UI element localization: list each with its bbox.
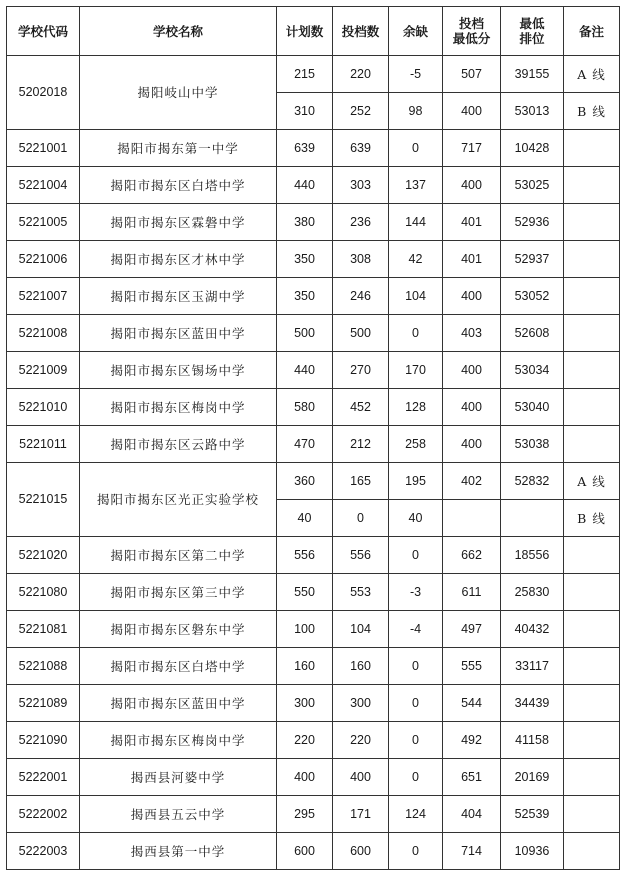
cell-min-rank: 52832	[501, 463, 564, 500]
cell-filed: 400	[333, 759, 389, 796]
cell-filed: 212	[333, 426, 389, 463]
cell-plan: 500	[277, 315, 333, 352]
header-vacancy: 余缺	[389, 7, 443, 56]
cell-plan: 310	[277, 93, 333, 130]
cell-school-name: 揭阳市揭东区光正实验学校	[80, 463, 277, 537]
cell-school-name: 揭阳市揭东第一中学	[80, 130, 277, 167]
cell-school-name: 揭阳市揭东区霖磐中学	[80, 204, 277, 241]
cell-school-code: 5222003	[7, 833, 80, 870]
cell-school-code: 5221004	[7, 167, 80, 204]
cell-min-score	[443, 500, 501, 537]
cell-plan: 40	[277, 500, 333, 537]
cell-school-code: 5221080	[7, 574, 80, 611]
header-min-score-line2: 最低分	[452, 31, 491, 46]
cell-min-score: 400	[443, 278, 501, 315]
table-row	[7, 611, 620, 648]
cell-filed: 639	[333, 130, 389, 167]
cell-min-score: 401	[443, 204, 501, 241]
cell-note	[564, 537, 620, 574]
cell-min-score: 555	[443, 648, 501, 685]
header-code: 学校代码	[7, 7, 80, 56]
header-name: 学校名称	[80, 7, 277, 56]
cell-school-name: 揭阳市揭东区第三中学	[80, 574, 277, 611]
cell-filed: 308	[333, 241, 389, 278]
table-row	[7, 537, 620, 574]
cell-min-rank: 53013	[501, 93, 564, 130]
cell-school-name: 揭阳市揭东区才林中学	[80, 241, 277, 278]
table-row	[7, 648, 620, 685]
cell-plan: 639	[277, 130, 333, 167]
cell-plan: 295	[277, 796, 333, 833]
cell-note	[564, 759, 620, 796]
table-row	[7, 389, 620, 426]
cell-note	[564, 574, 620, 611]
cell-school-name: 揭阳市揭东区第二中学	[80, 537, 277, 574]
cell-school-code: 5221005	[7, 204, 80, 241]
cell-note	[564, 722, 620, 759]
cell-school-code: 5221001	[7, 130, 80, 167]
cell-note	[564, 426, 620, 463]
cell-school-name: 揭西县第一中学	[80, 833, 277, 870]
cell-school-code: 5222001	[7, 759, 80, 796]
cell-vacancy: 144	[389, 204, 443, 241]
cell-plan: 440	[277, 167, 333, 204]
cell-min-score: 400	[443, 389, 501, 426]
table-row	[7, 315, 620, 352]
header-note: 备注	[564, 7, 620, 56]
cell-min-rank: 53038	[501, 426, 564, 463]
cell-min-rank: 40432	[501, 611, 564, 648]
table-row	[7, 722, 620, 759]
cell-school-name: 揭阳市揭东区云路中学	[80, 426, 277, 463]
header-min-score-line1: 投档	[458, 16, 484, 31]
cell-min-rank: 52937	[501, 241, 564, 278]
cell-min-rank: 53052	[501, 278, 564, 315]
table-row	[7, 796, 620, 833]
cell-plan: 400	[277, 759, 333, 796]
cell-school-code: 5221081	[7, 611, 80, 648]
cell-min-rank: 52608	[501, 315, 564, 352]
cell-min-rank: 25830	[501, 574, 564, 611]
cell-min-score: 651	[443, 759, 501, 796]
cell-note	[564, 352, 620, 389]
cell-note	[564, 315, 620, 352]
cell-school-code: 5221011	[7, 426, 80, 463]
cell-filed: 500	[333, 315, 389, 352]
table-row	[7, 352, 620, 389]
cell-filed: 0	[333, 500, 389, 537]
cell-min-rank: 53025	[501, 167, 564, 204]
cell-min-rank: 34439	[501, 685, 564, 722]
cell-min-rank: 33117	[501, 648, 564, 685]
cell-vacancy: -3	[389, 574, 443, 611]
cell-note	[564, 833, 620, 870]
cell-plan: 380	[277, 204, 333, 241]
cell-note	[564, 796, 620, 833]
cell-vacancy: 104	[389, 278, 443, 315]
cell-school-name: 揭阳市揭东区蓝田中学	[80, 685, 277, 722]
cell-plan: 580	[277, 389, 333, 426]
cell-note	[564, 204, 620, 241]
cell-school-code: 5202018	[7, 56, 80, 130]
cell-filed: 300	[333, 685, 389, 722]
cell-note: B 线	[564, 500, 620, 537]
cell-vacancy: 137	[389, 167, 443, 204]
cell-vacancy: 0	[389, 833, 443, 870]
cell-min-rank	[501, 500, 564, 537]
header-filed: 投档数	[333, 7, 389, 56]
cell-school-code: 5221020	[7, 537, 80, 574]
cell-filed: 270	[333, 352, 389, 389]
cell-filed: 452	[333, 389, 389, 426]
cell-plan: 100	[277, 611, 333, 648]
cell-plan: 550	[277, 574, 333, 611]
cell-vacancy: 0	[389, 648, 443, 685]
cell-min-score: 611	[443, 574, 501, 611]
table-row	[7, 574, 620, 611]
header-min-rank-line1: 最低	[519, 16, 545, 31]
cell-vacancy: 170	[389, 352, 443, 389]
cell-filed: 600	[333, 833, 389, 870]
cell-min-score: 507	[443, 56, 501, 93]
cell-min-score: 400	[443, 352, 501, 389]
header-min-score	[443, 7, 501, 56]
cell-school-name: 揭阳市揭东区锡场中学	[80, 352, 277, 389]
cell-plan: 360	[277, 463, 333, 500]
cell-min-score: 400	[443, 167, 501, 204]
cell-filed: 171	[333, 796, 389, 833]
cell-filed: 165	[333, 463, 389, 500]
header-row	[7, 7, 620, 56]
cell-min-score: 400	[443, 426, 501, 463]
cell-school-name: 揭阳岐山中学	[80, 56, 277, 130]
cell-school-name: 揭阳市揭东区白塔中学	[80, 167, 277, 204]
cell-school-name: 揭阳市揭东区磐东中学	[80, 611, 277, 648]
header-plan: 计划数	[277, 7, 333, 56]
cell-vacancy: 42	[389, 241, 443, 278]
cell-school-code: 5221009	[7, 352, 80, 389]
cell-school-code: 5221006	[7, 241, 80, 278]
cell-school-name: 揭阳市揭东区蓝田中学	[80, 315, 277, 352]
table-row	[7, 167, 620, 204]
cell-filed: 160	[333, 648, 389, 685]
cell-min-score: 400	[443, 93, 501, 130]
table-row	[7, 241, 620, 278]
cell-plan: 440	[277, 352, 333, 389]
cell-vacancy: 128	[389, 389, 443, 426]
cell-filed: 220	[333, 56, 389, 93]
header-min-rank-line2: 排位	[519, 31, 545, 46]
cell-vacancy: 124	[389, 796, 443, 833]
table-row	[7, 759, 620, 796]
cell-min-rank: 52539	[501, 796, 564, 833]
cell-note	[564, 167, 620, 204]
cell-min-score: 714	[443, 833, 501, 870]
cell-school-name: 揭阳市揭东区梅岗中学	[80, 389, 277, 426]
cell-vacancy: -4	[389, 611, 443, 648]
table-row	[7, 278, 620, 315]
cell-filed: 220	[333, 722, 389, 759]
cell-min-rank: 20169	[501, 759, 564, 796]
cell-min-rank: 53034	[501, 352, 564, 389]
cell-school-name: 揭阳市揭东区玉湖中学	[80, 278, 277, 315]
cell-filed: 236	[333, 204, 389, 241]
cell-min-score: 404	[443, 796, 501, 833]
cell-filed: 556	[333, 537, 389, 574]
cell-min-rank: 10936	[501, 833, 564, 870]
cell-vacancy: 0	[389, 685, 443, 722]
cell-vacancy: 195	[389, 463, 443, 500]
cell-plan: 215	[277, 56, 333, 93]
cell-vacancy: 98	[389, 93, 443, 130]
cell-plan: 160	[277, 648, 333, 685]
cell-plan: 300	[277, 685, 333, 722]
cell-min-rank: 52936	[501, 204, 564, 241]
cell-note	[564, 648, 620, 685]
cell-min-score: 403	[443, 315, 501, 352]
cell-min-rank: 53040	[501, 389, 564, 426]
cell-filed: 252	[333, 93, 389, 130]
cell-school-name: 揭西县河婆中学	[80, 759, 277, 796]
cell-school-code: 5221008	[7, 315, 80, 352]
table-row	[7, 833, 620, 870]
cell-note	[564, 130, 620, 167]
cell-school-code: 5222002	[7, 796, 80, 833]
cell-min-score: 492	[443, 722, 501, 759]
table-body	[7, 56, 620, 870]
cell-min-score: 497	[443, 611, 501, 648]
cell-min-rank: 10428	[501, 130, 564, 167]
cell-plan: 350	[277, 278, 333, 315]
cell-plan: 350	[277, 241, 333, 278]
cell-vacancy: 0	[389, 315, 443, 352]
cell-min-rank: 39155	[501, 56, 564, 93]
cell-note: B 线	[564, 93, 620, 130]
cell-plan: 600	[277, 833, 333, 870]
table-row	[7, 426, 620, 463]
cell-school-code: 5221089	[7, 685, 80, 722]
cell-vacancy: 0	[389, 537, 443, 574]
cell-school-code: 5221007	[7, 278, 80, 315]
cell-note	[564, 278, 620, 315]
cell-note	[564, 685, 620, 722]
cell-note	[564, 389, 620, 426]
cell-filed: 553	[333, 574, 389, 611]
cell-vacancy: 0	[389, 722, 443, 759]
table-row	[7, 463, 620, 500]
cell-note: A 线	[564, 56, 620, 93]
cell-school-code: 5221010	[7, 389, 80, 426]
cell-school-name: 揭西县五云中学	[80, 796, 277, 833]
cell-vacancy: 0	[389, 130, 443, 167]
cell-plan: 220	[277, 722, 333, 759]
cell-vacancy: 258	[389, 426, 443, 463]
header-min-rank	[501, 7, 564, 56]
cell-filed: 303	[333, 167, 389, 204]
cell-vacancy: 0	[389, 759, 443, 796]
cell-min-score: 662	[443, 537, 501, 574]
table-row	[7, 56, 620, 93]
cell-min-rank: 18556	[501, 537, 564, 574]
cell-school-name: 揭阳市揭东区白塔中学	[80, 648, 277, 685]
cell-min-score: 401	[443, 241, 501, 278]
cell-school-code: 5221015	[7, 463, 80, 537]
cell-min-score: 402	[443, 463, 501, 500]
cell-min-score: 717	[443, 130, 501, 167]
cell-note: A 线	[564, 463, 620, 500]
cell-school-name: 揭阳市揭东区梅岗中学	[80, 722, 277, 759]
cell-school-code: 5221088	[7, 648, 80, 685]
cell-plan: 556	[277, 537, 333, 574]
cell-vacancy: -5	[389, 56, 443, 93]
table-row	[7, 204, 620, 241]
cell-filed: 246	[333, 278, 389, 315]
table-row	[7, 130, 620, 167]
cell-plan: 470	[277, 426, 333, 463]
cell-min-rank: 41158	[501, 722, 564, 759]
cell-note	[564, 241, 620, 278]
admissions-table	[6, 6, 620, 870]
cell-min-score: 544	[443, 685, 501, 722]
cell-school-code: 5221090	[7, 722, 80, 759]
cell-filed: 104	[333, 611, 389, 648]
cell-note	[564, 611, 620, 648]
table-row	[7, 685, 620, 722]
cell-vacancy: 40	[389, 500, 443, 537]
